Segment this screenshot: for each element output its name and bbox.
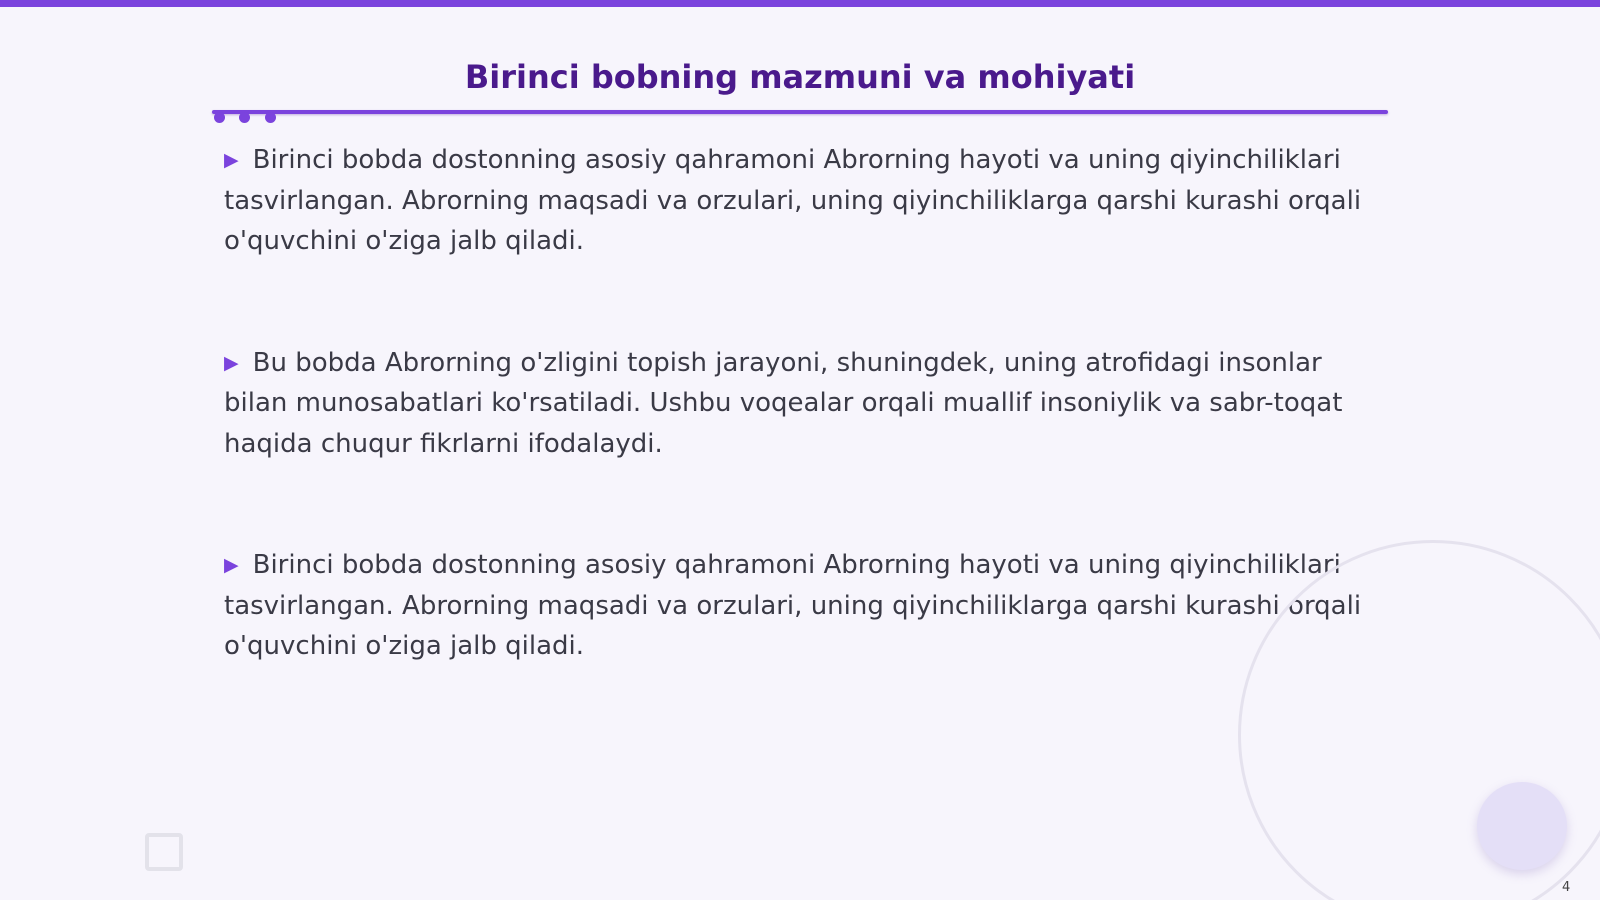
- decorative-dot: [239, 112, 250, 123]
- slide-title: Birinci bobning mazmuni va mohiyati: [464, 58, 1136, 96]
- bullet-text: Birinci bobda dostonning asosiy qahramoni Abrorning hayoti va uning qiyinchiliklari tasvirlangan. Abrorning maqsadi va orzulari, uning qiyinchiliklarga qarshi kurashi orqali o'quvchini o'ziga jalb qiladi.: [224, 145, 1362, 256]
- bullet-text: Birinci bobda dostonning asosiy qahramoni Abrorning hayoti va uning qiyinchiliklari tasvirlangan. Abrorning maqsadi va orzulari, uning qiyinchiliklarga qarshi kurashi orqali o'quvchini o'ziga jalb qiladi.: [224, 550, 1362, 661]
- bullet-text: Bu bobda Abrorning o'zligini topish jarayoni, shuningdek, uning atrofidagi insonlar bilan munosabatlari ko'rsatiladi. Ushbu voqealar orqali muallif insoniylik va sabr-toqat haqida chuqur fikrlarni ifodalaydi.: [224, 347, 1343, 459]
- decorative-disc: [1477, 782, 1567, 870]
- decorative-dot: [214, 112, 225, 123]
- page-number: 4: [1562, 880, 1571, 895]
- triangle-right-icon: ▶: [224, 149, 239, 171]
- bullet-item: [224, 343, 1374, 465]
- title-underline: [212, 110, 1388, 114]
- bullet-item: [224, 545, 1374, 667]
- triangle-right-icon: ▶: [224, 554, 239, 576]
- bullet-list: [224, 140, 1374, 748]
- decorative-dot: [265, 112, 276, 123]
- triangle-right-icon: ▶: [224, 351, 239, 374]
- top-accent-bar: [0, 0, 1600, 7]
- bullet-item: [224, 140, 1374, 262]
- decorative-square: [145, 833, 183, 871]
